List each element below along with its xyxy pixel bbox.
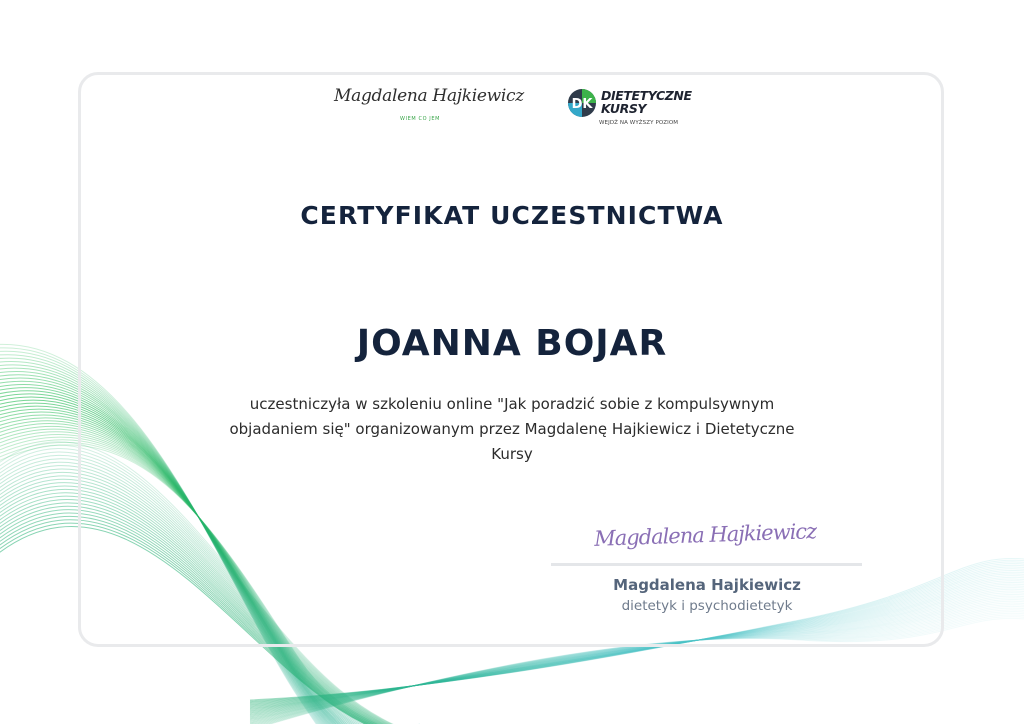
dk-badge-icon <box>567 88 597 118</box>
dk-slogan: WEJDŹ NA WYŻSZY POZIOM <box>599 120 679 126</box>
dietetyczne-kursy-logo <box>567 84 707 132</box>
signatory-role: dietetyk i psychodietetyk <box>621 598 793 614</box>
logo-tagline: WIEM CO JEM <box>400 116 441 122</box>
handwritten-signature <box>590 508 820 554</box>
certificate-description: uczestniczyła w szkoleniu online "Jak poradzić sobie z kompulsywnym objadaniem się" organizowanym przez Magdalenę Hajkiewicz i Dietetyczne Kursy <box>229 395 795 463</box>
magdalena-hajkiewicz-logo <box>334 82 524 132</box>
recipient-name: JOANNA BOJAR <box>356 323 668 364</box>
signature-text: Magdalena Hajkiewicz <box>593 519 817 551</box>
dk-badge-text: DK <box>571 97 593 112</box>
dk-brand-name: DIETETYCZNE KURSY <box>601 88 692 116</box>
signature-line <box>551 563 862 566</box>
certificate-title: CERTYFIKAT UCZESTNICTWA <box>300 201 724 230</box>
logo-signature-text: Magdalena Hajkiewicz <box>334 86 524 106</box>
signatory-name: Magdalena Hajkiewicz <box>613 576 801 594</box>
